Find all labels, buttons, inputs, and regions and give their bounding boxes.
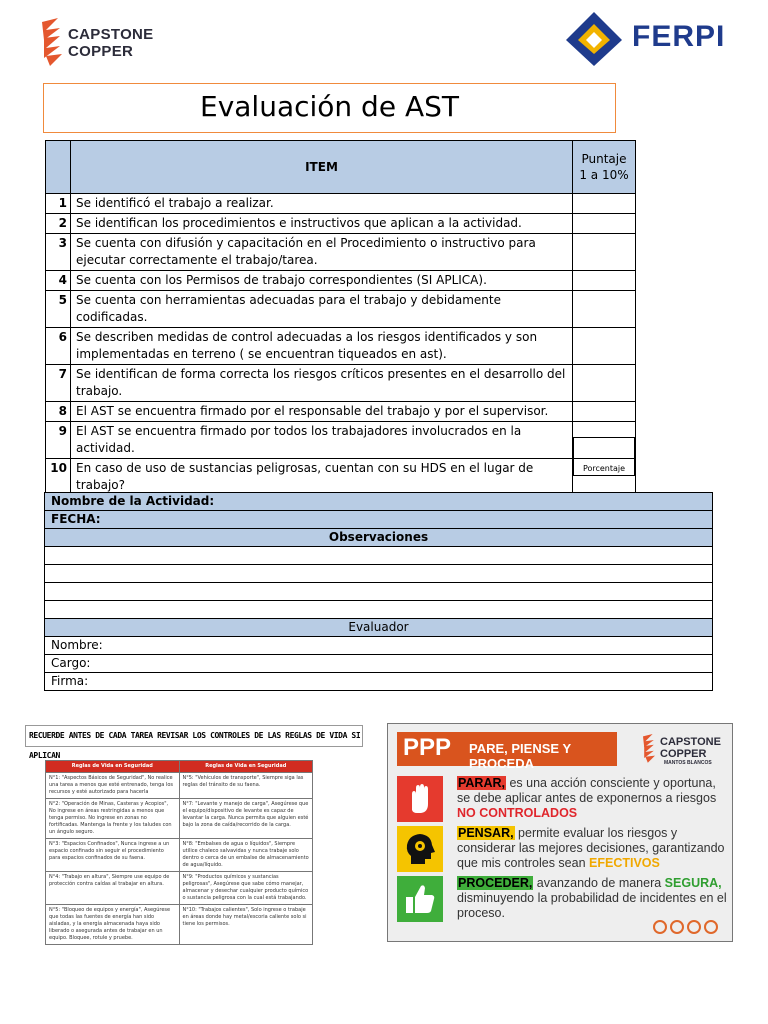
pensar-keyword: PENSAR, [458, 826, 514, 840]
ppp-subtitle: PARE, PIENSE Y PROCEDA [469, 741, 571, 771]
item-number: 5 [46, 291, 71, 328]
logo-text-line1: CAPSTONE [68, 26, 154, 43]
rule-cell: N°4: "Trabajo en altura", Siempre use equipo de protección contra caídas al trabajar en altura. [46, 872, 180, 905]
badge-icon [653, 920, 667, 934]
rules-col2-header: Reglas de Vida en Seguridad [179, 761, 313, 773]
item-score-input[interactable] [573, 234, 636, 271]
item-number: 8 [46, 402, 71, 422]
rule-cell: N°5: "Vehículos de transporte", Siempre siga las reglas del tránsito de su faena. [179, 773, 313, 799]
item-score-input[interactable] [573, 291, 636, 328]
table-row [46, 194, 636, 214]
pensar-text: permite evaluar los riesgos y considerar las mejores decisiones, garantizando que mis controles sean [457, 826, 725, 870]
observation-line-4[interactable] [45, 601, 713, 619]
item-number: 6 [46, 328, 71, 365]
item-text: Se cuenta con difusión y capacitación en el Procedimiento o instructivo para ejecutar correctamente el trabajo/tarea. [71, 234, 573, 271]
item-text: El AST se encuentra firmado por todos los trabajadores involucrados en la actividad. [71, 422, 573, 459]
capstone-copper-logo [40, 14, 180, 70]
badge-icon [670, 920, 684, 934]
ferpi-wordmark: FERPI [632, 20, 726, 53]
evaluation-items-table [45, 140, 636, 496]
rule-cell: N°9: "Productos químicos y sustancias peligrosas", Asegúrese que sabe cómo manejar, almacenar y desechar cualquier producto químico o sustancia peligrosa con la cual está trabajando. [179, 872, 313, 905]
rule-row [46, 799, 313, 839]
capstone-mark-icon [640, 734, 658, 764]
badge-icon [704, 920, 718, 934]
item-text: Se identifican de forma correcta los riesgos críticos presentes en el desarrollo del trabajo. [71, 365, 573, 402]
table-row [46, 422, 636, 459]
ppp-logo-line1: CAPSTONE [660, 736, 721, 748]
pensar-emphasis: EFECTIVOS [589, 856, 660, 870]
table-header-row [46, 141, 636, 194]
rule-row [46, 773, 313, 799]
item-text: Se cuenta con los Permisos de trabajo correspondientes (SI APLICA). [71, 271, 573, 291]
ferpi-diamond-icon [564, 10, 624, 68]
table-row [46, 271, 636, 291]
ppp-capstone-logo [640, 734, 730, 768]
header-score-line1: Puntaje [581, 152, 627, 166]
life-rules-table [45, 760, 313, 945]
evaluator-header: Evaluador [45, 619, 713, 637]
header-score-cell [573, 141, 636, 194]
item-text: En caso de uso de sustancias peligrosas, cuentan con su HDS en el lugar de trabajo? [71, 459, 573, 496]
table-row [46, 402, 636, 422]
ppp-logo-line2: COPPER [660, 748, 707, 760]
item-score-input[interactable] [573, 271, 636, 291]
item-text: El AST se encuentra firmado por el responsable del trabajo y por el supervisor. [71, 402, 573, 422]
percentage-label: Porcentaje [582, 464, 626, 473]
item-number: 2 [46, 214, 71, 234]
proceder-text-1: avanzando de manera [533, 876, 665, 890]
proceder-text-2: disminuyendo la probabilidad de incidentes en el proceso. [457, 891, 727, 920]
head-gear-icon [397, 826, 443, 872]
page-title: Evaluación de AST [43, 83, 616, 133]
ppp-badge-icons [650, 919, 718, 935]
ppp-big-label: PPP [403, 734, 452, 761]
rule-row [46, 872, 313, 905]
proceder-emphasis: SEGURA, [664, 876, 722, 890]
item-number: 10 [46, 459, 71, 496]
item-text: Se cuenta con herramientas adecuadas para el trabajo y debidamente codificadas. [71, 291, 573, 328]
table-row [46, 459, 636, 496]
rule-cell: N°5: "Bloqueo de equipos y energía", Asegúrese que todas las fuentes de energía han sido aisladas, y la energía almacenada haya sido liberado o asegurada antes de trabajar en un equipo. Bloquee, rotule y pruebe. [46, 905, 180, 945]
table-row [46, 328, 636, 365]
percentage-box[interactable] [573, 437, 635, 476]
evaluator-position-field[interactable]: Cargo: [45, 655, 713, 673]
item-score-input[interactable] [573, 328, 636, 365]
item-score-input[interactable] [573, 214, 636, 234]
logo-text-line2: COPPER [68, 43, 134, 60]
parar-text: es una acción consciente y oportuna, se debe aplicar antes de exponernos a riesgos [457, 776, 717, 805]
item-text: Se describen medidas de control adecuadas a los riesgos identificados y son implementadas en terreno ( se encuentran tiqueados en ast). [71, 328, 573, 365]
ppp-header [397, 732, 617, 771]
rule-cell: N°3: "Espacios Confinados", Nunca ingrese a un espacio confinado sin seguir el procedimiento para espacios confinados de su faena. [46, 839, 180, 872]
observations-header: Observaciones [45, 529, 713, 547]
stop-hand-icon [397, 776, 443, 822]
table-row [46, 291, 636, 328]
item-score-input[interactable] [573, 365, 636, 402]
header-score-line2: 1 a 10% [579, 168, 629, 182]
table-row [46, 214, 636, 234]
rule-cell: N°8: "Embalses de agua o líquidos", Siempre utilice chaleco salvavidas y nunca trabaje solo dentro o cerca de un embalse de almacenamiento de agua/líquido. [179, 839, 313, 872]
rule-cell: N°10: "Trabajos calientes", Solo ingrese o trabaje en áreas donde hay metal/escoria caliente solo si tiene los permisos. [179, 905, 313, 945]
reminder-title: RECUERDE ANTES DE CADA TAREA REVISAR LOS CONTROLES DE LAS REGLAS DE VIDA SI APLICAN [25, 725, 363, 747]
observation-line-2[interactable] [45, 565, 713, 583]
ppp-panel [387, 723, 733, 942]
item-number: 1 [46, 194, 71, 214]
activity-table [44, 492, 713, 691]
activity-name-field[interactable]: Nombre de la Actividad: [45, 493, 713, 511]
date-field[interactable]: FECHA: [45, 511, 713, 529]
parar-keyword: PARAR, [458, 776, 505, 790]
evaluator-name-field[interactable]: Nombre: [45, 637, 713, 655]
life-rules-reminder [25, 725, 363, 760]
item-number: 3 [46, 234, 71, 271]
ppp-parar-row [397, 776, 727, 822]
observation-line-1[interactable] [45, 547, 713, 565]
item-number: 7 [46, 365, 71, 402]
capstone-mark-icon [40, 18, 64, 68]
item-text: Se identificó el trabajo a realizar. [71, 194, 573, 214]
ferpi-logo [560, 10, 760, 70]
rule-row [46, 839, 313, 872]
rule-row [46, 905, 313, 945]
item-number: 9 [46, 422, 71, 459]
rule-cell: N°1: "Aspectos Básicos de Seguridad", No realice una tarea a menos que esté entrenado, tenga los recursos y esté autorizado para hacerla [46, 773, 180, 799]
proceder-keyword: PROCEDER, [458, 876, 533, 890]
rule-cell: N°7: "Levante y manejo de carga", Asegúrese que el equipo/dispositivo de levante es capaz de levantar la carga. Nunca permita que alguien esté bajo la zona de caída/recorrido de la carga. [179, 799, 313, 839]
item-score-input[interactable] [573, 402, 636, 422]
table-row [46, 234, 636, 271]
table-row [46, 365, 636, 402]
item-number: 4 [46, 271, 71, 291]
parar-emphasis: NO CONTROLADOS [457, 806, 578, 820]
ppp-logo-sub: MANTOS BLANCOS [664, 760, 712, 766]
ppp-proceder-row [397, 876, 727, 922]
observation-line-3[interactable] [45, 583, 713, 601]
item-score-input[interactable] [573, 194, 636, 214]
rules-col1-header: Reglas de Vida en Seguridad [46, 761, 180, 773]
badge-icon [687, 920, 701, 934]
rule-cell: N°2: "Operación de Minas, Casteras y Acopios", No ingrese en áreas restringidas a menos que tenga permiso. No ingrese en zonas no fortificadas. Mantenga la frente y los taludes con un ángulo seguro. [46, 799, 180, 839]
evaluator-signature-field[interactable]: Firma: [45, 673, 713, 691]
item-text: Se identifican los procedimientos e instructivos que aplican a la actividad. [71, 214, 573, 234]
header-num-cell [46, 141, 71, 194]
ppp-pensar-row [397, 826, 727, 872]
thumbs-up-icon [397, 876, 443, 922]
header-item-cell: ITEM [71, 141, 573, 194]
